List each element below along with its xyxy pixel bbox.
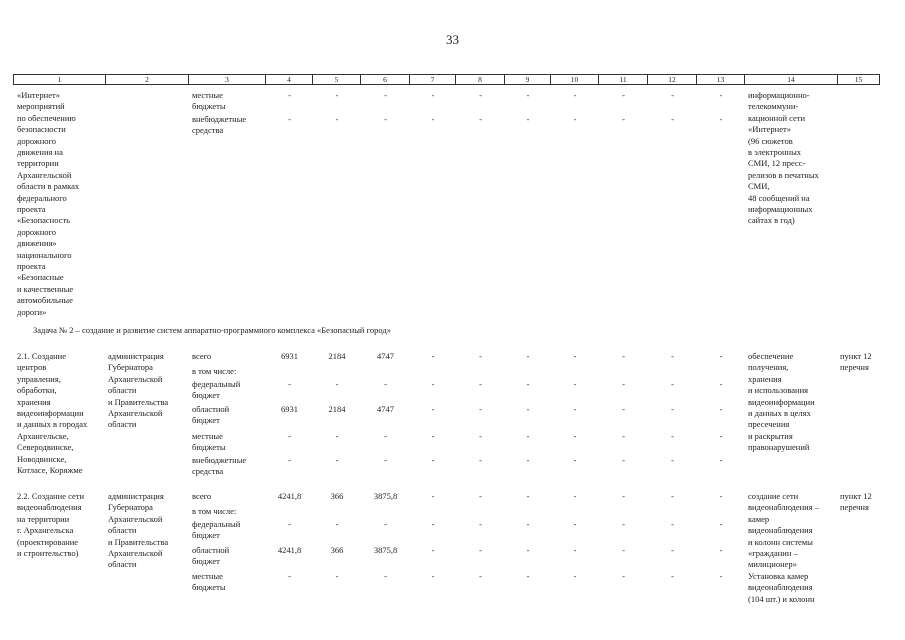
activity-name: центров — [17, 362, 47, 373]
list-reference: пункт 12 — [840, 351, 872, 361]
empty-cell: - — [622, 519, 625, 529]
empty-cell: - — [384, 455, 387, 465]
amount-cell: 3875,8 — [373, 491, 398, 501]
column-header: 7 — [410, 74, 456, 85]
empty-cell: - — [573, 90, 577, 100]
empty-cell: - — [573, 431, 577, 441]
funding-source: средства — [192, 466, 224, 477]
expected-result: милиционер» — [748, 559, 797, 570]
empty-cell: - — [622, 571, 625, 581]
activity-name: мероприятий — [17, 101, 65, 112]
empty-cell: - — [335, 571, 339, 581]
expected-result: и данных в целях — [748, 408, 811, 418]
empty-cell: - — [719, 90, 723, 100]
amount-cell: 366 — [330, 491, 344, 501]
empty-cell: - — [573, 351, 577, 361]
column-header: 1 — [13, 74, 106, 85]
empty-cell: - — [719, 351, 723, 361]
empty-cell: - — [573, 404, 577, 414]
empty-cell: - — [479, 519, 482, 529]
amount-cell: 6931 — [281, 351, 298, 361]
column-header: 2 — [106, 74, 189, 85]
funding-source: федеральный — [192, 379, 241, 389]
activity-name: 2.2. Создание сети — [17, 491, 85, 501]
funding-source: местные — [192, 90, 223, 100]
amount-cell: 2184 — [328, 351, 346, 361]
activity-name: (проектирование — [17, 536, 79, 547]
funding-source: областной — [192, 404, 230, 414]
funding-source: бюджеты — [192, 442, 226, 453]
expected-result: «гражданин – — [748, 548, 798, 558]
empty-cell: - — [479, 379, 482, 389]
funding-source: средства — [192, 125, 224, 136]
funding-source: федеральный — [192, 519, 241, 529]
empty-cell: - — [526, 114, 530, 124]
empty-cell: - — [431, 491, 435, 501]
activity-name: и данных в городах — [17, 419, 88, 430]
activity-name: Новодвинске, — [17, 453, 67, 464]
list-reference: пункт 12 — [840, 491, 872, 501]
empty-cell: - — [526, 519, 530, 529]
empty-cell: - — [335, 431, 339, 441]
activity-name: дороги» — [17, 306, 47, 317]
activity-name: проекта — [17, 204, 46, 214]
responsible-executor: области — [108, 525, 137, 536]
responsible-executor: администрация — [108, 491, 164, 501]
empty-cell: - — [479, 491, 482, 501]
empty-cell: - — [479, 404, 482, 414]
empty-cell: - — [671, 114, 674, 124]
empty-cell: - — [431, 519, 435, 529]
empty-cell: - — [622, 431, 625, 441]
expected-result: и раскрытия — [748, 430, 793, 441]
empty-cell: - — [384, 114, 387, 124]
amount-cell: 6931 — [281, 404, 298, 414]
empty-cell: - — [431, 404, 435, 414]
empty-cell: - — [671, 455, 674, 465]
empty-cell: - — [526, 431, 530, 441]
empty-cell: - — [526, 379, 530, 389]
empty-cell: - — [719, 455, 723, 465]
expected-result: обеспечение — [748, 351, 794, 361]
activity-name: движения на — [17, 147, 63, 157]
empty-cell: - — [288, 571, 291, 581]
funding-source: местные — [192, 571, 223, 581]
responsible-executor: администрация — [108, 351, 164, 361]
activity-name: «Интернет» — [17, 90, 60, 100]
column-header: 3 — [189, 74, 266, 85]
column-header: 8 — [456, 74, 505, 85]
empty-cell: - — [573, 455, 577, 465]
empty-cell: - — [384, 90, 387, 100]
funding-source: областной — [192, 545, 230, 555]
empty-cell: - — [431, 90, 435, 100]
empty-cell: - — [671, 545, 674, 555]
empty-cell: - — [671, 379, 674, 389]
empty-cell: - — [384, 431, 387, 441]
expected-result: получения, — [748, 362, 789, 373]
expected-result: камер — [748, 513, 770, 524]
expected-result: и колонн системы — [748, 536, 813, 547]
responsible-executor: области — [108, 419, 137, 430]
amount-cell: 4241,8 — [277, 545, 302, 555]
empty-cell: - — [573, 114, 577, 124]
empty-cell: - — [479, 431, 482, 441]
column-header: 9 — [505, 74, 551, 85]
activity-name: обработки, — [17, 385, 57, 396]
funding-source: в том числе: — [192, 506, 237, 516]
funding-source: внебюджетные — [192, 114, 247, 124]
expected-result: (96 сюжетов — [748, 135, 793, 146]
amount-cell: 366 — [330, 545, 344, 555]
amount-cell: 2184 — [328, 404, 346, 414]
column-header: 14 — [745, 74, 838, 85]
empty-cell: - — [671, 491, 674, 501]
empty-cell: - — [288, 431, 291, 441]
empty-cell: - — [431, 571, 435, 581]
empty-cell: - — [526, 404, 530, 414]
column-header: 15 — [838, 74, 880, 85]
expected-result: релизов в печатных — [748, 169, 819, 180]
activity-name: движения» — [17, 238, 57, 249]
empty-cell: - — [288, 519, 291, 529]
empty-cell: - — [526, 545, 530, 555]
empty-cell: - — [719, 519, 723, 529]
funding-source: местные — [192, 431, 223, 441]
amount-cell: 4747 — [377, 404, 394, 414]
expected-result: кационной сети — [748, 112, 806, 123]
empty-cell: - — [622, 351, 625, 361]
empty-cell: - — [573, 571, 577, 581]
empty-cell: - — [288, 90, 291, 100]
empty-cell: - — [288, 114, 291, 124]
activity-name: федерального — [17, 192, 67, 203]
responsible-executor: Губернатора — [108, 362, 153, 373]
empty-cell: - — [479, 545, 482, 555]
activity-name: Северодвинске, — [17, 442, 74, 453]
activity-name: видеоинформации — [17, 408, 84, 418]
column-header: 6 — [361, 74, 410, 85]
activity-name: Архангельской — [17, 169, 72, 180]
column-header: 10 — [551, 74, 599, 85]
activity-name: дорожного — [17, 135, 57, 146]
activity-name: г. Архангельска — [17, 525, 74, 536]
funding-source: бюджет — [192, 415, 220, 426]
empty-cell: - — [622, 545, 625, 555]
empty-cell: - — [384, 519, 387, 529]
empty-cell: - — [288, 379, 291, 389]
responsible-executor: Архангельской — [108, 548, 163, 558]
column-header: 13 — [697, 74, 745, 85]
empty-cell: - — [335, 114, 339, 124]
activity-name: и качественные — [17, 283, 74, 294]
activity-name: территории — [17, 158, 59, 169]
responsible-executor: области — [108, 559, 137, 570]
task-title: Задача № 2 – создание и развитие систем аппаратно-программного комплекса «Безопасный город» — [33, 325, 391, 335]
activity-name: видеонаблюдения — [17, 502, 82, 513]
responsible-executor: Архангельской — [108, 408, 163, 418]
empty-cell: - — [431, 351, 435, 361]
empty-cell: - — [526, 491, 530, 501]
empty-cell: - — [671, 519, 674, 529]
funding-source: бюджеты — [192, 101, 226, 112]
responsible-executor: и Правительства — [108, 396, 169, 407]
funding-source: в том числе: — [192, 366, 237, 376]
funding-source: внебюджетные — [192, 455, 247, 465]
empty-cell: - — [335, 379, 339, 389]
expected-result: телекоммуни- — [748, 101, 799, 112]
empty-cell: - — [719, 379, 723, 389]
empty-cell: - — [479, 571, 482, 581]
expected-result: СМИ, — [748, 181, 770, 192]
activity-name: хранения — [17, 396, 51, 407]
expected-result: и использования — [748, 385, 809, 396]
empty-cell: - — [288, 455, 291, 465]
empty-cell: - — [384, 379, 387, 389]
activity-name: проекта — [17, 261, 46, 271]
page-number: 33 — [446, 32, 459, 47]
expected-result: информационных — [748, 204, 813, 214]
responsible-executor: Архангельской — [108, 373, 163, 384]
empty-cell: - — [479, 114, 482, 124]
activity-name: области в рамках — [17, 181, 80, 192]
funding-source: бюджеты — [192, 582, 226, 593]
activity-name: Архангельске, — [17, 430, 69, 441]
empty-cell: - — [671, 431, 674, 441]
expected-result: пресечения — [748, 419, 790, 430]
responsible-executor: Губернатора — [108, 502, 153, 513]
responsible-executor: области — [108, 385, 137, 396]
responsible-executor: и Правительства — [108, 536, 169, 547]
funding-source: всего — [192, 491, 212, 501]
empty-cell: - — [719, 431, 723, 441]
expected-result: видеонаблюдения – — [748, 502, 819, 513]
empty-cell: - — [431, 379, 435, 389]
activity-name: «Безопасные — [17, 272, 64, 283]
empty-cell: - — [671, 571, 674, 581]
expected-result: видеоинформации — [748, 396, 815, 407]
expected-result: видеонаблюдения — [748, 582, 813, 593]
empty-cell: - — [573, 519, 577, 529]
expected-result: СМИ, 12 пресс- — [748, 158, 806, 169]
activity-name: национального — [17, 249, 72, 260]
empty-cell: - — [573, 491, 577, 501]
activity-name: дорожного — [17, 226, 57, 237]
empty-cell: - — [671, 404, 674, 414]
expected-result: видеонаблюдения — [748, 525, 813, 536]
expected-result: сайтах в год) — [748, 215, 795, 226]
empty-cell: - — [719, 404, 723, 414]
funding-source: всего — [192, 351, 212, 361]
column-header: 11 — [599, 74, 648, 85]
expected-result: хранения — [748, 373, 782, 384]
activity-name: «Безопасность — [17, 215, 71, 226]
empty-cell: - — [526, 455, 530, 465]
activity-name: 2.1. Создание — [17, 351, 66, 361]
activity-name: автомобильные — [17, 295, 73, 306]
empty-cell: - — [622, 114, 625, 124]
empty-cell: - — [573, 379, 577, 389]
funding-source: бюджет — [192, 390, 220, 401]
activity-name: управления, — [17, 373, 61, 384]
empty-cell: - — [431, 114, 435, 124]
empty-cell: - — [622, 379, 625, 389]
empty-cell: - — [671, 90, 674, 100]
empty-cell: - — [622, 90, 625, 100]
column-header: 4 — [266, 74, 313, 85]
empty-cell: - — [384, 571, 387, 581]
empty-cell: - — [479, 90, 482, 100]
empty-cell: - — [335, 90, 339, 100]
empty-cell: - — [335, 455, 339, 465]
amount-cell: 4241,8 — [277, 491, 302, 501]
funding-source: бюджет — [192, 556, 220, 567]
empty-cell: - — [431, 431, 435, 441]
empty-cell: - — [431, 455, 435, 465]
empty-cell: - — [431, 545, 435, 555]
expected-result: информационно- — [748, 90, 810, 100]
activity-name: и строительство) — [17, 548, 79, 558]
expected-result: (104 шт.) и колонн — [748, 593, 815, 604]
empty-cell: - — [719, 114, 723, 124]
empty-cell: - — [526, 90, 530, 100]
activity-name: по обеспечению — [17, 112, 76, 123]
expected-result: правонарушений — [748, 442, 810, 453]
empty-cell: - — [573, 545, 577, 555]
empty-cell: - — [479, 351, 482, 361]
expected-result: «Интернет» — [748, 124, 791, 135]
amount-cell: 4747 — [377, 351, 394, 361]
list-reference: перечня — [840, 502, 869, 513]
amount-cell: 3875,8 — [373, 545, 398, 555]
empty-cell: - — [526, 351, 530, 361]
empty-cell: - — [479, 455, 482, 465]
expected-result: Установка камер — [748, 570, 809, 581]
activity-name: безопасности — [17, 124, 66, 135]
empty-cell: - — [671, 351, 674, 361]
list-reference: перечня — [840, 362, 869, 373]
activity-name: Котласе, Коряжме — [17, 465, 83, 475]
empty-cell: - — [719, 571, 723, 581]
expected-result: 48 сообщений на — [748, 192, 810, 203]
responsible-executor: Архангельской — [108, 513, 163, 524]
column-header: 12 — [648, 74, 697, 85]
expected-result: создание сети — [748, 491, 799, 501]
expected-result: в электронных — [748, 147, 802, 157]
empty-cell: - — [622, 491, 625, 501]
empty-cell: - — [335, 519, 339, 529]
activity-name: на территории — [17, 513, 70, 524]
empty-cell: - — [719, 545, 723, 555]
empty-cell: - — [719, 491, 723, 501]
column-header: 5 — [313, 74, 361, 85]
funding-source: бюджет — [192, 530, 220, 541]
empty-cell: - — [622, 404, 625, 414]
empty-cell: - — [526, 571, 530, 581]
empty-cell: - — [622, 455, 625, 465]
